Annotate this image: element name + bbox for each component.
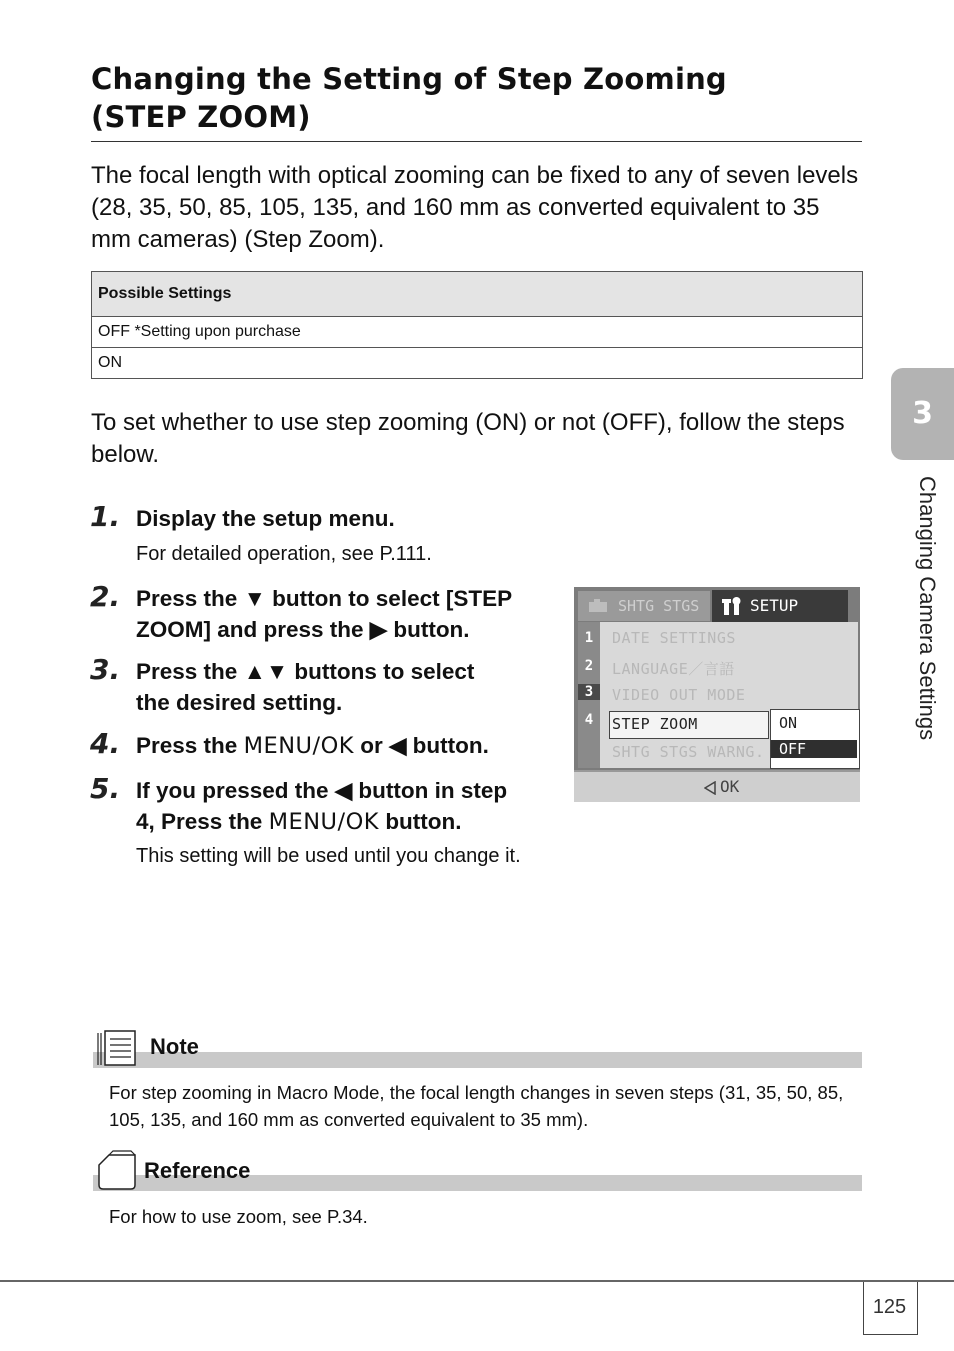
table-row: ON [92,348,863,379]
step-number: 1. [90,500,121,533]
chapter-number: 3 [912,396,933,431]
page-number: 1 [584,630,594,646]
page-number: 3 [578,684,600,700]
option-off: OFF [771,740,857,758]
step-number: 3. [90,653,121,686]
note-icon [95,1029,141,1067]
option-popup [770,709,860,769]
page-number: 4 [584,712,594,728]
text-fragment: button. [387,617,470,642]
note-title: Note [150,1034,199,1059]
reference-title: Reference [144,1158,251,1183]
tab-label: SETUP [750,596,799,615]
menu-item: VIDEO OUT MODE [612,686,746,704]
menu-item: SHTG STGS WARNG. [612,743,765,761]
screen-footer [574,770,860,802]
chapter-tab [891,368,954,460]
table-header: Possible Settings [92,272,863,317]
page-number: 125 [872,1296,907,1318]
step-text: Display the setup menu. [136,506,395,531]
down-arrow-icon: ▼ [243,586,266,611]
camera-icon [588,599,608,613]
text-fragment: Press the [136,659,244,684]
step-subtext: For detailed operation, see P.111. [136,543,432,565]
text-fragment: Press the [136,586,244,611]
tab-label: SHTG STGS [618,597,700,615]
page-title [91,60,862,136]
text-fragment: If you pressed the [136,778,335,803]
left-arrow-icon: ◀ [334,778,353,803]
step-subtext: This setting will be used until you change it. [136,845,521,867]
text-fragment: or [354,733,390,758]
possible-settings-table [91,271,863,379]
text-fragment: button. [379,809,462,834]
up-down-arrow-icon: ▲▼ [243,659,289,684]
text-fragment: 4, Press the [136,809,269,834]
intro-paragraph: The focal length with optical zooming can be fixed to any of seven levels (28, 35, 50, 85, 105, 135, and 160 mm as converted equivalent to 35 mm cameras) (Step Zoom). [91,162,859,253]
note-text: For step zooming in Macro Mode, the focal length changes in seven steps (31, 35, 50, 85, 105, 135, and 160 mm as converted equivalent to 35 mm). [109,1082,844,1130]
step-number: 5. [90,772,121,805]
step-text [136,583,512,645]
reference-text: For how to use zoom, see P.34. [109,1206,368,1227]
lead-paragraph: To set whether to use step zooming (ON) or not (OFF), follow the steps below. [91,409,845,468]
wrench-icon [722,597,744,615]
text-fragment: the desired setting. [136,690,343,715]
ok-label: OK [720,777,740,796]
menu-item-selected: STEP ZOOM [612,715,698,733]
step-text [136,775,507,838]
camera-screen [574,587,860,802]
title-rule [91,141,862,142]
setup-tab [712,590,848,622]
page-number: 2 [584,658,594,674]
text-fragment: button in step [352,778,508,803]
step-number: 4. [90,727,121,760]
step-text [136,656,474,718]
text-fragment: ZOOM] and press the [136,617,370,642]
menu-ok-icon: MENU/OK [243,733,355,759]
footer-rule [0,1280,954,1282]
text-fragment: button. [406,733,489,758]
text-fragment: buttons to select [288,659,475,684]
shooting-settings-tab [578,591,710,621]
left-triangle-icon [704,781,716,795]
text-fragment: Press the [136,733,244,758]
page-numbers [578,622,600,768]
note-bar [93,1052,862,1068]
title-line-2: (STEP ZOOM) [91,100,311,134]
text-fragment: button to select [STEP [265,586,513,611]
reference-icon [95,1149,141,1191]
title-line-1: Changing the Setting of Step Zooming [91,62,727,96]
right-arrow-icon: ▶ [369,617,388,642]
left-arrow-icon: ◀ [389,733,407,758]
menu-ok-icon: MENU/OK [268,809,380,835]
step-number: 2. [90,580,121,613]
chapter-label: Changing Camera Settings [915,476,940,741]
menu-item: LANGUAGE／言語 [612,660,735,678]
menu-item: DATE SETTINGS [612,629,736,647]
option-on: ON [779,714,798,732]
step-text [136,730,489,762]
table-row: OFF *Setting upon purchase [92,317,863,348]
